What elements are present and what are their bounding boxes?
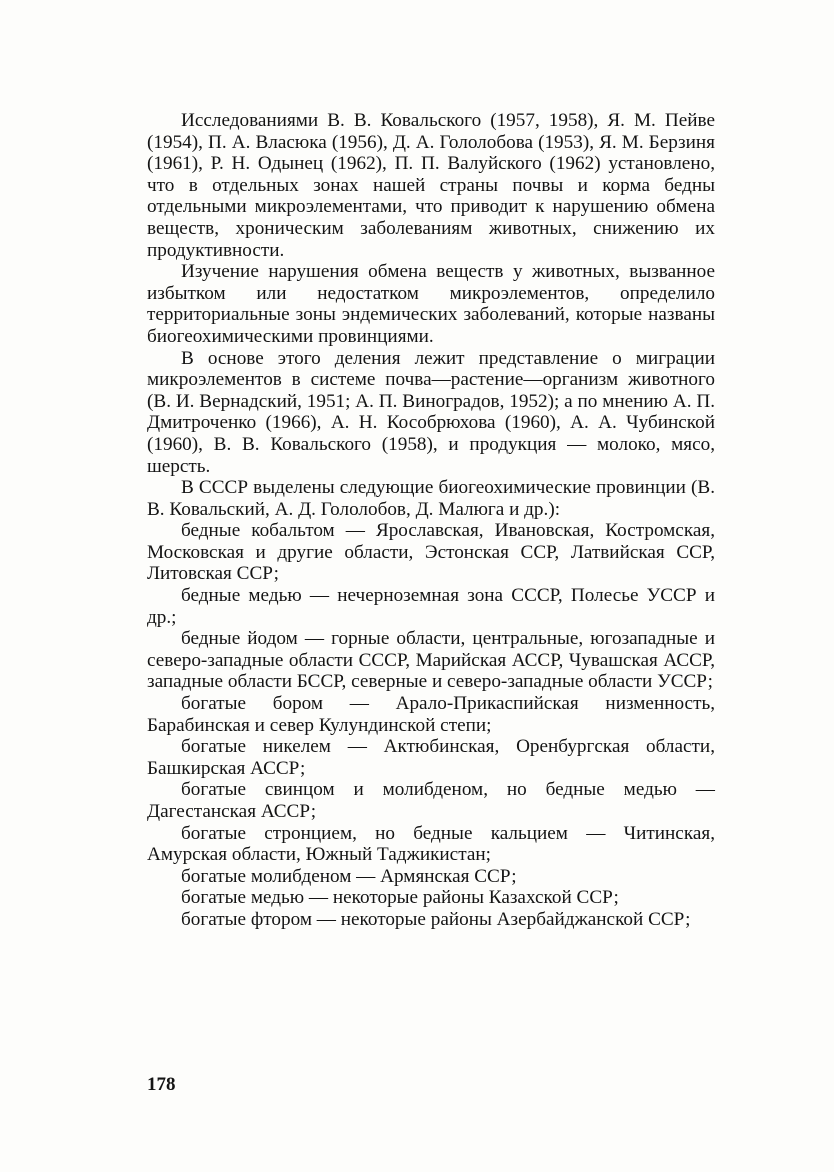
province-fluorine: богатые фтором — некоторые районы Азербайджанской ССР; [181, 908, 691, 930]
province-boron: богатые бором — Арало-Прикаспийская низменность, Барабинская и север Кулундинской степи; [147, 693, 715, 736]
province-iodine: бедные йодом — горные области, центральные, югозападные и северо-западные области СССР, Марийская АССР, Чувашская АССР, западные области БССР, северные и северо-западные области УССР; [147, 628, 715, 693]
province-strontium: богатые стронцием, но бедные кальцием — Читинская, Амурская области, Южный Таджикистан; [147, 822, 715, 866]
paragraph-migration: В основе этого деления лежит представление о миграции микроэлементов в системе почва—растение—организм животного (В. И. Вернадский, 1951; А. П. Виноградов, 1952); а по мнению А. П. Дмитроченко (1966), А. Н. Кособрюхова (1960), А. А. Чубинской (1960), В. В. Ковальского (1958), и продукция — молоко, мясо, шерсть. [147, 347, 715, 477]
province-lead-molybdenum: богатые свинцом и молибденом, но бедные медью — Дагестанская АССР; [147, 779, 715, 822]
body-text [147, 110, 715, 931]
paragraph-study: Изучение нарушения обмена веществ у животных, вызванное избытком или недостатком микроэлементов, определило территориальные зоны эндемических заболеваний, которые названы биогеохимическими провинциями. [147, 261, 715, 347]
province-cobalt: бедные кобальтом — Ярославская, Ивановская, Костромская, Московская и другие области, Эстонская ССР, Латвийская ССР, Литовская ССР; [147, 520, 715, 585]
province-nickel: богатые никелем — Актюбинская, Оренбургская области, Башкирская АССР; [147, 736, 715, 779]
province-copper-poor: бедные медью — нечерноземная зона СССР, Полесье УССР и др.; [147, 585, 715, 628]
province-molybdenum: богатые молибденом — Армянская ССР; [181, 865, 517, 887]
paragraph-researchers: Исследованиями В. В. Ковальского (1957, 1958), Я. М. Пейве (1954), П. А. Власюка (1956), Д. А. Гололобова (1953), Я. М. Берзиня (1961), Р. Н. Одынец (1962), П. П. Валуйского (1962) установлено, что в отдельных зонах нашей страны почвы и корма бедны отдельными микроэлементами, что приводит к нарушению обмена веществ, хроническим заболеваниям животных, снижению их продуктивности. [147, 110, 715, 261]
province-copper-rich: богатые медью — некоторые районы Казахской ССР; [181, 887, 619, 909]
page-number: 178 [147, 1074, 176, 1095]
paragraph-provinces-intro: В СССР выделены следующие биогеохимические провинции (В. В. Ковальский, А. Д. Гололобов, Д. Малюга и др.): [147, 477, 715, 520]
